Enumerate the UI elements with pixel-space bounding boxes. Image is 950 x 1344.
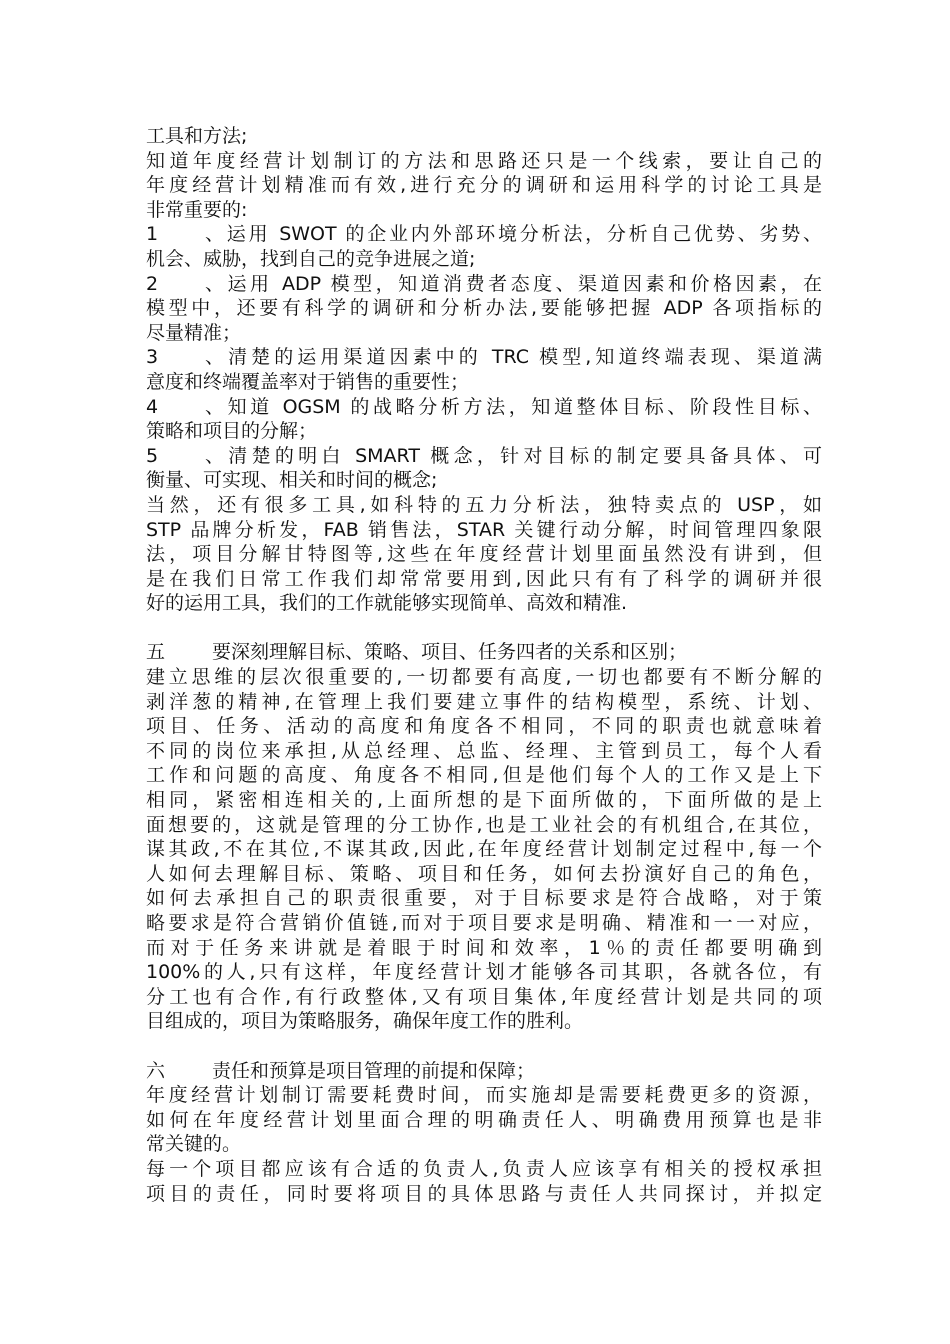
line-text: 而对于任务来讲就是着眼于时间和效率，1％的责任都要明确到 bbox=[146, 936, 822, 959]
line-text: 相同，紧密相连相关的,上面所想的是下面所做的，下面所做的是上 bbox=[146, 789, 822, 812]
line-text: 当然，还有很多工具,如科特的五力分析法，独特卖点的 USP，如 bbox=[146, 493, 822, 516]
line-text: 工具和方法; bbox=[146, 125, 248, 147]
text-line bbox=[146, 936, 822, 961]
line-text: 年度经营计划制订需要耗费时间，而实施却是需要耗费更多的资源， bbox=[146, 1084, 822, 1107]
line-text: 知道年度经营计划制订的方法和思路还只是一个线索，要让自己的 bbox=[146, 149, 822, 172]
line-text: 不同的岗位来承担,从总经理、总监、经理、主管到员工，每个人看 bbox=[146, 739, 822, 762]
line-text: 好的运用工具，我们的工作就能够实现简单、高效和精准. bbox=[146, 592, 628, 615]
line-text: 意度和终端覆盖率对于销售的重要性； bbox=[146, 370, 470, 393]
text-line bbox=[146, 370, 822, 395]
line-text: 知道 OGSM 的战略分析方法，知道整体目标、阶段性目标、 bbox=[224, 395, 822, 418]
text-line bbox=[146, 739, 822, 764]
line-text: 法，项目分解甘特图等,这些在年度经营计划里面虽然没有讲到，但 bbox=[146, 543, 822, 566]
text-line bbox=[146, 1157, 822, 1182]
text-line bbox=[146, 1009, 822, 1034]
text-line bbox=[146, 1132, 822, 1157]
list-number: 2、 bbox=[146, 272, 224, 295]
line-text: 运用 SWOT 的企业内外部环境分析法，分析自己优势、劣势、 bbox=[224, 223, 822, 246]
line-text: 略要求是符合营销价值链,而对于项目要求是明确、精准和一一对应， bbox=[146, 912, 822, 934]
text-line bbox=[146, 493, 822, 518]
text-line bbox=[146, 837, 822, 862]
text-line bbox=[146, 173, 822, 198]
line-text: 项目、任务、活动的高度和角度各不相同，不同的职责也就意味着 bbox=[146, 715, 822, 738]
text-line bbox=[146, 690, 822, 715]
line-text: 如何在年度经营计划里面合理的明确责任人、明确费用预算也是非 bbox=[146, 1108, 822, 1131]
line-text: 谋其政,不在其位,不谋其政,因此,在年度经营计划制定过程中,每一个 bbox=[146, 838, 822, 861]
text-line bbox=[146, 911, 822, 936]
line-text: 清楚的运用渠道因素中的 TRC 模型,知道终端表现、渠道满 bbox=[224, 346, 822, 369]
text-line bbox=[146, 345, 822, 370]
line-text: STP 品牌分析发，FAB 销售法，STAR 关键行动分解，时间管理四象限 bbox=[146, 518, 822, 541]
line-text: 目组成的，项目为策略服务，确保年度工作的胜利。 bbox=[146, 1010, 584, 1033]
text-line bbox=[146, 862, 822, 887]
text-line bbox=[146, 296, 822, 321]
blank-line bbox=[146, 616, 822, 641]
line-text: 100%的人,只有这样，年度经营计划才能够各司其职，各就各位，有 bbox=[146, 961, 822, 984]
text-line bbox=[146, 321, 822, 346]
line-text: 尽量精准； bbox=[146, 321, 242, 344]
text-line bbox=[146, 247, 822, 272]
line-text: 项目的责任，同时要将项目的具体思路与责任人共同探讨，并拟定 bbox=[146, 1182, 822, 1205]
text-line bbox=[146, 960, 822, 985]
text-line bbox=[146, 124, 822, 149]
text-line bbox=[146, 395, 822, 420]
line-text: 机会、威胁，找到自己的竞争进展之道; bbox=[146, 247, 476, 270]
line-text: 运用 ADP 模型，知道消费者态度、渠道因素和价格因素，在 bbox=[224, 272, 822, 295]
list-number: 4、 bbox=[146, 395, 224, 418]
text-line bbox=[146, 1083, 822, 1108]
line-text: 模型中，还要有科学的调研和分析办法,要能够把握 ADP 各项指标的 bbox=[146, 297, 822, 320]
document-body bbox=[146, 124, 822, 1206]
line-text: 常关键的。 bbox=[146, 1133, 242, 1156]
text-line bbox=[146, 763, 822, 788]
text-line bbox=[146, 665, 822, 690]
line-text: 如何去承担自己的职责很重要，对于目标要求是符合战略，对于策 bbox=[146, 887, 822, 910]
text-line bbox=[146, 813, 822, 838]
line-text: 非常重要的: bbox=[146, 198, 248, 221]
list-number: 5、 bbox=[146, 444, 224, 467]
line-text: 建立思维的层次很重要的,一切都要有高度,一切也都要有不断分解的 bbox=[146, 666, 822, 689]
text-line bbox=[146, 518, 822, 543]
line-text: 面想要的，这就是管理的分工协作,也是工业社会的有机组合,在其位， bbox=[146, 813, 822, 836]
line-text: 是在我们日常工作我们却常常要用到,因此只有有了科学的调研并很 bbox=[146, 567, 822, 590]
line-text: 责任和预算是项目管理的前提和保障； bbox=[212, 1059, 536, 1082]
section-number: 五 bbox=[146, 641, 166, 664]
text-line bbox=[146, 714, 822, 739]
text-line bbox=[146, 149, 822, 174]
text-line bbox=[146, 222, 822, 247]
line-text: 分工也有合作,有行政整体,又有项目集体,年度经营计划是共同的项 bbox=[146, 985, 822, 1008]
line-text: 衡量、可实现、相关和时间的概念; bbox=[146, 469, 438, 492]
text-line bbox=[146, 468, 822, 493]
line-text: 要深刻理解目标、策略、项目、任务四者的关系和区别； bbox=[212, 641, 688, 664]
text-line bbox=[146, 788, 822, 813]
line-text: 剥洋葱的精神,在管理上我们要建立事件的结构模型，系统、计划、 bbox=[146, 690, 822, 713]
list-number: 1、 bbox=[146, 223, 224, 246]
text-line bbox=[146, 640, 822, 665]
text-line bbox=[146, 198, 822, 223]
text-line bbox=[146, 272, 822, 297]
text-line bbox=[146, 1108, 822, 1133]
text-line bbox=[146, 567, 822, 592]
line-text: 策略和项目的分解； bbox=[146, 420, 318, 443]
text-line bbox=[146, 591, 822, 616]
line-text: 每一个项目都应该有合适的负责人,负责人应该享有相关的授权承担 bbox=[146, 1157, 822, 1180]
line-text: 人如何去理解目标、策略、项目和任务，如何去扮演好自己的角色， bbox=[146, 862, 822, 885]
blank-line bbox=[146, 1034, 822, 1059]
text-line bbox=[146, 542, 822, 567]
list-number: 3、 bbox=[146, 346, 224, 369]
text-line bbox=[146, 886, 822, 911]
section-number: 六 bbox=[146, 1059, 166, 1082]
text-line bbox=[146, 419, 822, 444]
text-line bbox=[146, 444, 822, 469]
line-text: 工作和问题的高度、角度各不相同,但是他们每个人的工作又是上下 bbox=[146, 764, 822, 787]
text-line bbox=[146, 985, 822, 1010]
line-text: 年度经营计划精准而有效,进行充分的调研和运用科学的讨论工具是 bbox=[146, 174, 822, 197]
text-line bbox=[146, 1059, 822, 1084]
text-line bbox=[146, 1182, 822, 1207]
line-text: 清楚的明白 SMART 概念，针对目标的制定要具备具体、可 bbox=[224, 444, 822, 467]
